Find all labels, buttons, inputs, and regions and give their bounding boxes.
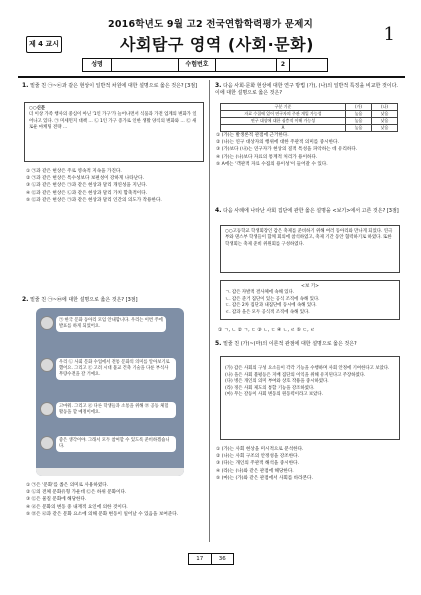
chat-bubble: ㉠ 한국 문화 동아리 모임 안내합니다. 우리는 이번 주에 발표를 하게 되었어요. xyxy=(56,316,166,332)
exam-title: 2016학년도 9월 고2 전국연합학력평가 문제지 xyxy=(108,19,313,30)
avatar xyxy=(40,358,54,372)
total-pages: 36 xyxy=(218,556,226,562)
question-number: 3. xyxy=(215,82,222,89)
question-stem: 다음 사회·문화 현상에 대한 연구 방법 (가), (나)의 일반적 특징을 비교한 것이다. 이에 대한 설명으로 옳은 것은? xyxy=(215,83,399,97)
question-stem: 밑줄 친 ㉠~㉤에 대한 설명으로 옳은 것은? [3점] xyxy=(30,297,138,303)
bogi-item: ㄹ. 갑과 을은 모두 공식적 조직에 속해 있다. xyxy=(225,309,310,315)
name-field xyxy=(112,59,179,71)
question-5 xyxy=(215,340,403,348)
option-2[interactable]: ② (나)는 연구 대상자의 행위에 대한 주관적 의미를 중시한다. xyxy=(216,140,339,146)
session-badge: 제 4 교시 xyxy=(26,36,62,53)
question-1 xyxy=(22,82,204,90)
table-cell: 낮음 xyxy=(372,118,398,125)
chat-window xyxy=(36,308,184,476)
options-list xyxy=(216,446,404,482)
question-number: 5. xyxy=(215,340,222,347)
option-4[interactable]: ④ ㉣은 문화의 변동 중 내재적 요인에 의한 것이다. xyxy=(26,504,128,510)
options-list xyxy=(26,482,206,518)
passage-text: (가) 갑은 사회의 구성 요소들이 각각 기능을 수행하며 사회 안정에 기여한다고 보았다. (나) 을은 사회 불평등은 지배 집단의 이익을 위해 유지된다고 주장하였다. (다) 병은 개인의 의미 부여와 상호 작용을 중시하였다. (라) 정은 사회 제도의 통합 기능을 강조하였다. (마) 무는 갈등이 사회 변동의 원동력이라고 보았다. xyxy=(225,366,390,398)
header-rule xyxy=(18,76,405,78)
bogi-item: ㄱ. 갑은 자발적 결사체에 속해 있다. xyxy=(225,290,295,296)
option-4[interactable]: ④ (가)는 (나)보다 자료의 통계적 처리가 용이하다. xyxy=(216,154,318,160)
grade-value: 2 xyxy=(277,59,290,71)
table-row xyxy=(221,118,398,125)
option-3[interactable]: ③ ㉡과 같은 현상은 ㉠과 같은 현상과 달리 개연성을 지닌다. xyxy=(26,183,148,189)
option-3[interactable]: ③ ㉢은 물질 문화에 해당한다. xyxy=(26,497,87,503)
question-2 xyxy=(22,296,204,304)
subject-title: 사회탐구 영역 (사회·문화) xyxy=(120,35,314,54)
question-number: 4. xyxy=(215,207,222,214)
table-row xyxy=(221,125,398,132)
passage-text: 더 이상 가족 행사의 중심이 아닌 '1인 가구'가 늘어나면서 식품과 가전 업계의 변화가 일어나고 있다. ㉠ 미세먼지 대책 … ㉡ 1인 가구 증가로 인한 생활 양식의 변화와 … ㉢ 새로운 마케팅 전략 … xyxy=(29,112,197,131)
table-cell: A xyxy=(221,125,346,132)
question-3 xyxy=(215,82,403,97)
option-4[interactable]: ④ ㉢과 같은 현상은 ㉡과 같은 현상과 달리 가치 함축적이다. xyxy=(26,190,148,196)
bogi-item: ㄴ. 갑은 준거 집단이 있는 공식 조직에 속해 있다. xyxy=(225,296,320,302)
table-cell: 낮음 xyxy=(372,125,398,132)
bogi-box xyxy=(220,280,400,320)
option-5[interactable]: ⑤ ㉢과 같은 현상은 ㉠과 같은 현상과 달리 인간의 의도가 작용한다. xyxy=(26,197,162,203)
chat-bubble: 우리 ㉡ 사회 문화 수업에서 전통 문화의 의미를 알아보기로 했어요. 그리고 ㉢ 고려 시대 불교 건축 기술을 다룬 부석사 무량수전을 갈 거예요. xyxy=(56,358,176,380)
id-row xyxy=(82,58,328,72)
bogi-item: ㄷ. 갑은 2차 집단과 내집단에 동시에 속해 있다. xyxy=(225,303,317,309)
table-header: (가) xyxy=(346,104,372,111)
page-number: 1 xyxy=(383,24,395,45)
page-counter xyxy=(188,553,234,565)
option-1[interactable]: ① (가)는 사회 현상을 미시적으로 분석한다. xyxy=(216,447,304,452)
option-1[interactable]: ① ㉠은 '문화'를 좁은 의미로 사용하였다. xyxy=(26,483,109,488)
answer-choices[interactable]: ① ㄱ, ㄴ ② ㄱ, ㄷ ③ ㄴ, ㄷ ④ ㄴ, ㄹ ⑤ ㄷ, ㄹ xyxy=(218,328,315,333)
passage-box xyxy=(220,225,400,273)
option-2[interactable]: ② ㉡의 전체 문화유형 가운데 ㉢은 하위 문화이다. xyxy=(26,490,127,496)
option-2[interactable]: ② (나)는 사회 구조의 안정성을 강조한다. xyxy=(216,454,300,460)
table-header-row xyxy=(221,104,398,111)
table-cell: 높음 xyxy=(346,125,372,132)
option-5[interactable]: ⑤ A에는 '객관적 자료 수집의 용이성'이 들어갈 수 있다. xyxy=(216,161,328,167)
question-number: 1. xyxy=(22,82,29,89)
table-cell: 낮음 xyxy=(372,111,398,118)
table-header: (나) xyxy=(372,104,398,111)
comparison-table xyxy=(220,103,398,132)
column-separator xyxy=(209,80,210,542)
question-stem: 밑줄 친 ㉠~㉢과 같은 현상이 일반적 차원에 대한 설명으로 옳은 것은? [3점] xyxy=(30,83,198,89)
options-list xyxy=(26,168,206,204)
option-5[interactable]: ⑤ ㉤은 ㉣과 같은 문화 요소에 의해 문화 변동이 일어날 수 있음을 보여준다. xyxy=(26,511,179,517)
name-label: 성명 xyxy=(83,59,112,71)
option-2[interactable]: ② ㉠과 같은 현상은 특수성보다 보편성이 강하게 나타난다. xyxy=(26,176,145,182)
table-cell: 높음 xyxy=(346,111,372,118)
chat-input-bar xyxy=(36,468,184,476)
option-5[interactable]: ⑤ (마)는 (가)와 같은 관점에서 사회를 바라본다. xyxy=(216,475,313,481)
question-number: 2. xyxy=(22,296,29,303)
option-3[interactable]: ③ (다)는 개인의 주관적 해석을 중시한다. xyxy=(216,461,300,467)
exam-number-field xyxy=(216,59,277,71)
table-row xyxy=(221,111,398,118)
option-4[interactable]: ④ (라)는 (나)와 같은 관점에 해당한다. xyxy=(216,468,294,474)
current-page: 17 xyxy=(189,554,212,564)
avatar xyxy=(40,436,54,450)
options-list xyxy=(216,132,404,168)
extra-field xyxy=(290,59,327,71)
question-4 xyxy=(215,207,403,215)
chat-bubble: 좋은 생각이야. 그래서 모두 참여할 수 있도록 준비하겠습니다. xyxy=(56,436,176,452)
option-1[interactable]: ① ㉠과 같은 현상은 주로 영속적 지속을 가진다. xyxy=(26,169,122,174)
option-1[interactable]: ① (가)는 발생론적 관점에 근거한다. xyxy=(216,133,289,138)
avatar xyxy=(40,402,54,416)
passage-box xyxy=(220,356,400,440)
bogi-title: <보 기> xyxy=(300,284,320,289)
table-cell: 자료 수집에 있어 연구자의 주관 개입 가능성 xyxy=(221,111,346,118)
table-header: 구분 기준 xyxy=(221,104,346,111)
question-stem: 다음 사례에 나타난 사회 집단에 관한 옳은 설명을 <보기>에서 고른 것은? [3점] xyxy=(223,208,399,214)
passage-title: ○○신문 xyxy=(29,106,46,111)
option-3[interactable]: ③ (가)보다 (나)는 연구자가 현상의 질적 특성을 파악하는 데 유리하다. xyxy=(216,147,358,153)
question-stem: 밑줄 친 (가)~(마)의 이론적 관점에 대한 설명으로 옳은 것은? xyxy=(223,341,357,347)
table-cell: 연구 대상에 대한 심층적 이해 가능성 xyxy=(221,118,346,125)
exam-number-label: 수험번호 xyxy=(179,59,216,71)
passage-text: ○○고등학교 학생회장인 갑은 축제를 준비하기 위해 여러 동아리와 만나게 되었다. 연극부와 댄스부 학생들이 함께 회의에 참석하였고, 축제 기간 동안 협력하기로 하였다. 또한 학생회는 축제 준비 위원회를 구성하였다. xyxy=(225,229,393,247)
table-cell: 높음 xyxy=(346,118,372,125)
avatar xyxy=(40,316,54,330)
passage-box xyxy=(24,102,204,162)
chat-bubble: 고마워. 그리고 ㉣ 다른 학생들과 소통을 위해 ㉤ 공동 체험 활동을 할 예정이에요. xyxy=(56,402,176,418)
